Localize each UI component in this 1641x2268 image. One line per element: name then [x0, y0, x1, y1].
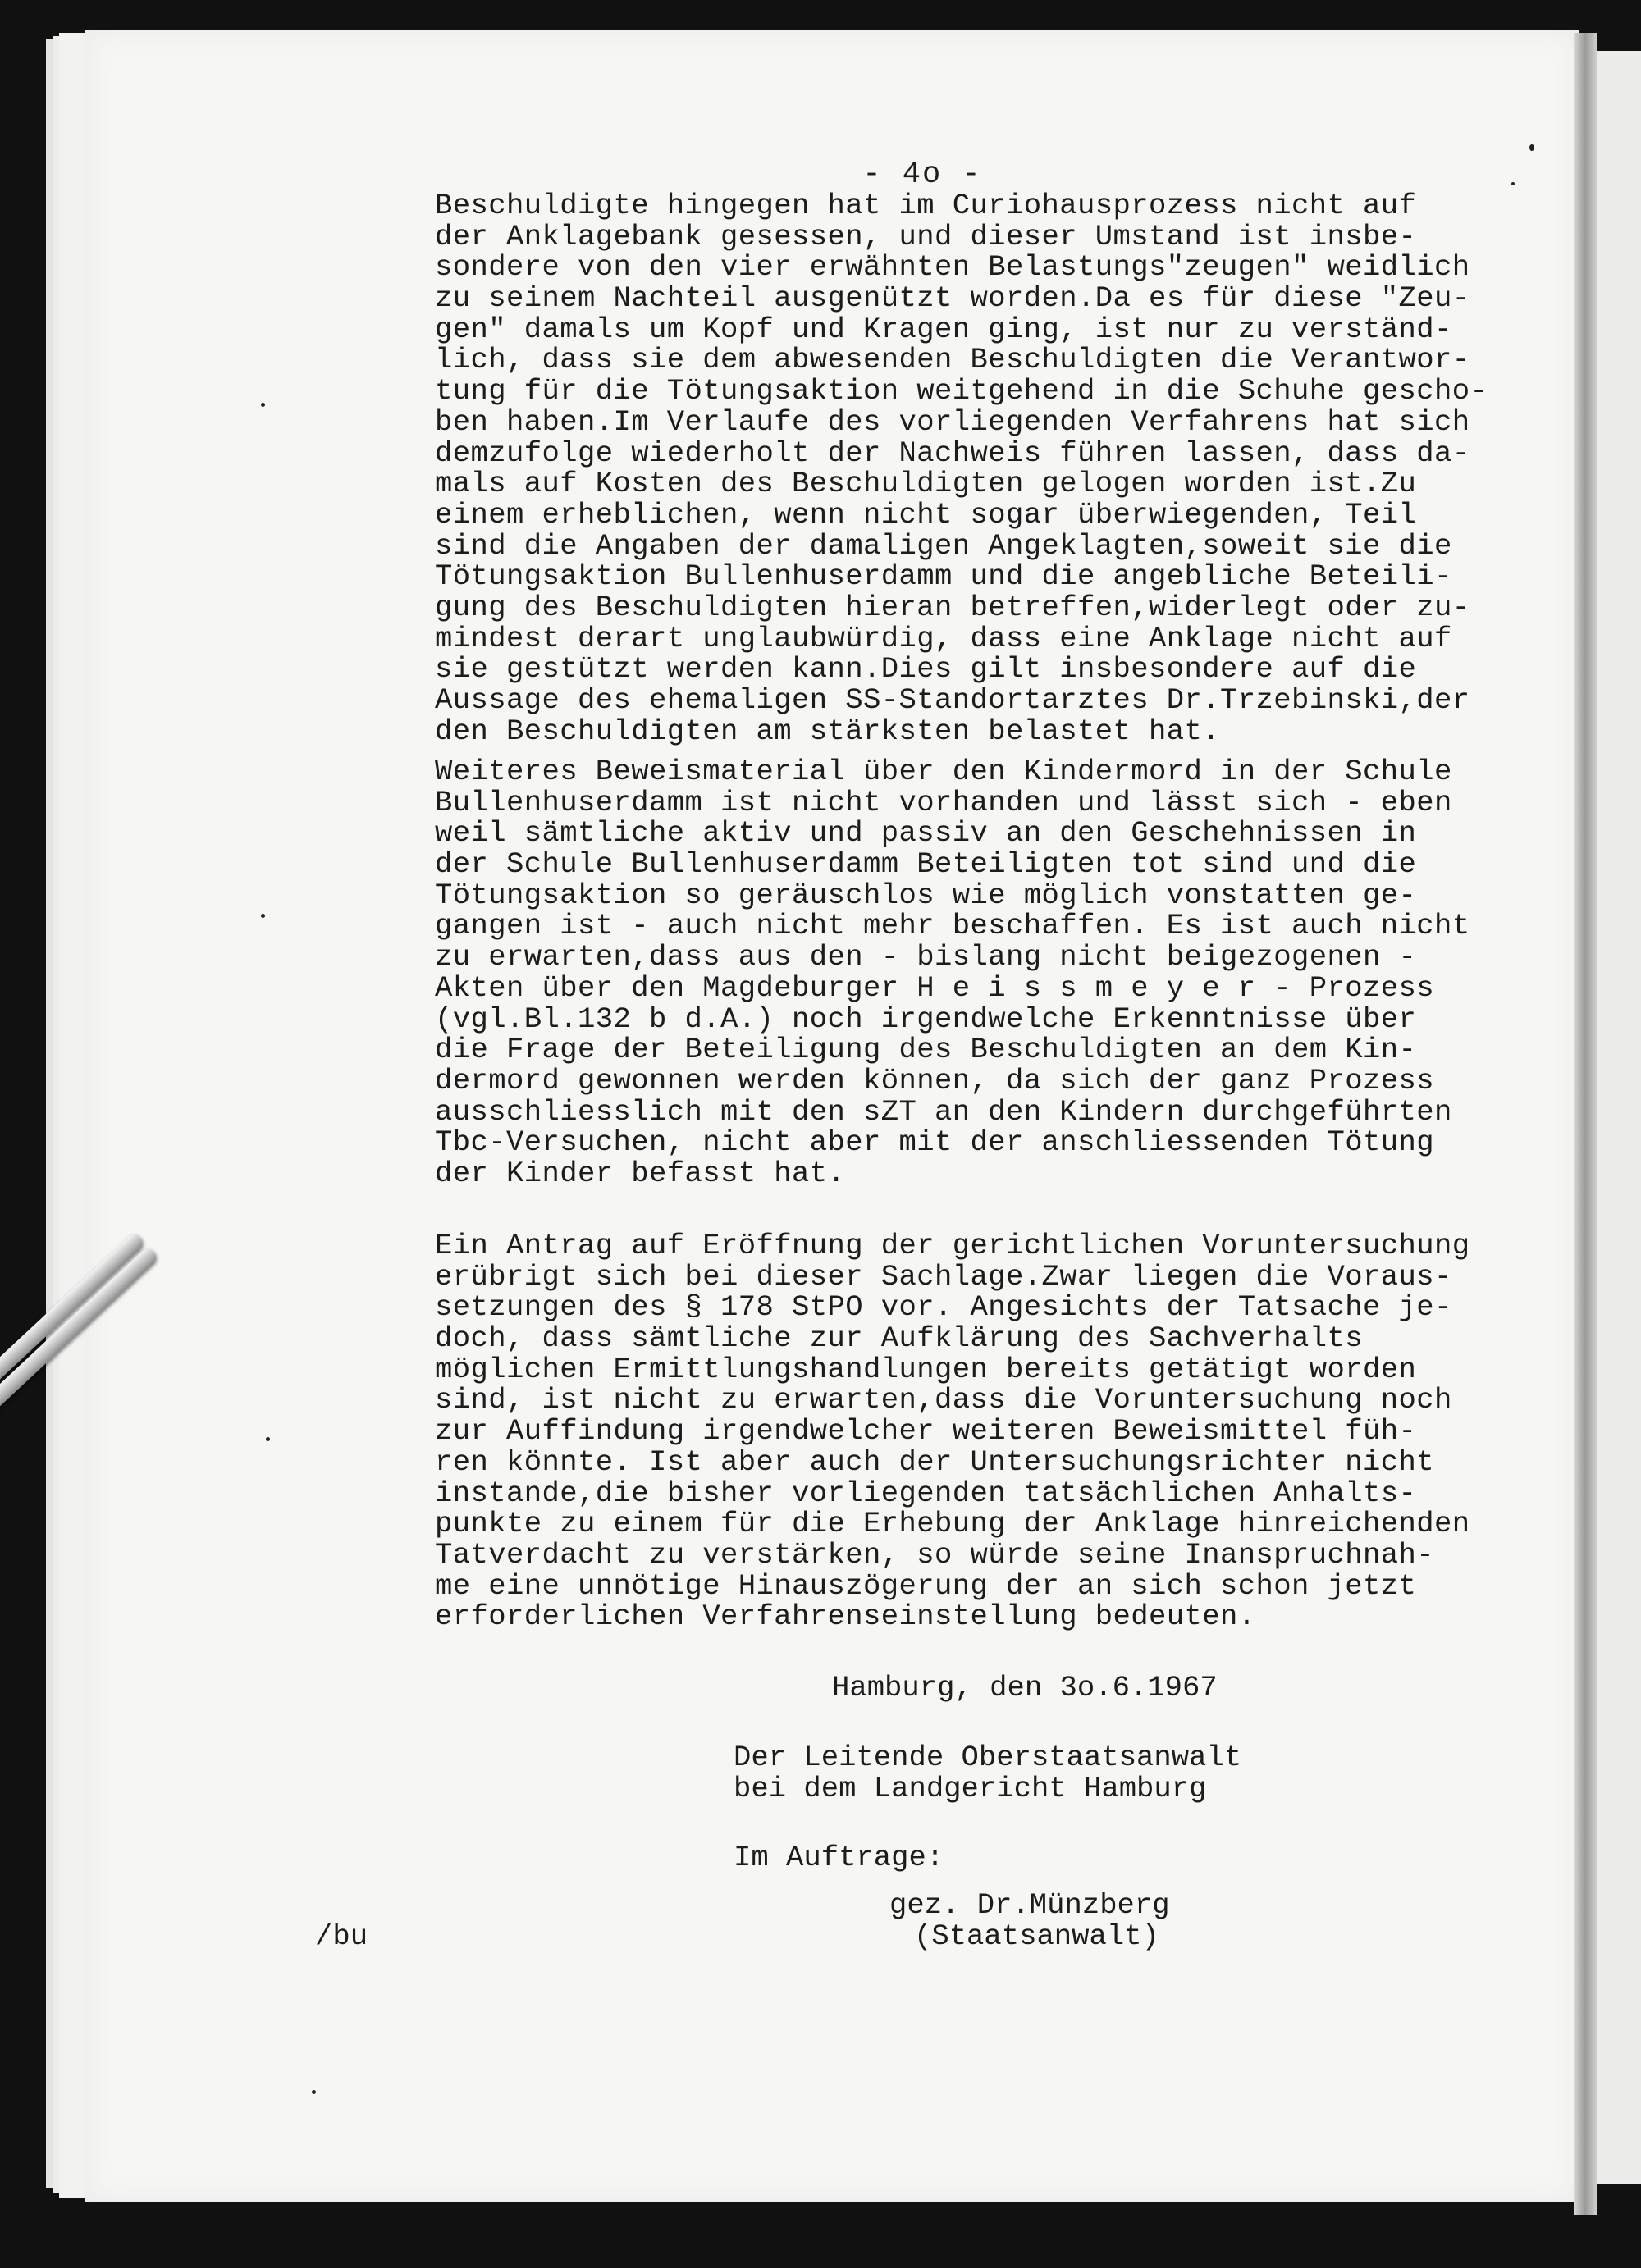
speck: [266, 1437, 270, 1441]
text-line: der Schule Bullenhuserdamm Beteiligten tot sind und die: [435, 847, 1417, 882]
text-line: erforderlichen Verfahrenseinstellung bedeuten.: [435, 1599, 1256, 1634]
text-line: demzufolge wiederholt der Nachweis führen lassen, dass da-: [435, 436, 1470, 470]
paragraph-2: [435, 756, 1567, 1189]
text-line: sind die Angaben der damaligen Angeklagten,soweit sie die: [435, 528, 1452, 563]
text-line: zu seinem Nachteil ausgenützt worden.Da es für diese "Zeu-: [435, 281, 1470, 316]
on-behalf: Im Auftrage:: [734, 1841, 944, 1874]
text-line: die Frage der Beteiligung des Beschuldigten an dem Kin-: [435, 1033, 1417, 1067]
text-line: sie gestützt werden kann.Dies gilt insbesondere auf die: [435, 652, 1417, 687]
text-line: Aussage des ehemaligen SS-Standortarztes Dr.Trzebinski,der: [435, 683, 1470, 717]
text-line: der Kinder befasst hat.: [435, 1156, 846, 1190]
text-line: ren könnte. Ist aber auch der Untersuchungsrichter nicht: [435, 1444, 1435, 1479]
text-line: mals auf Kosten des Beschuldigten gelogen worden ist.Zu: [435, 467, 1417, 501]
speck: [261, 403, 265, 407]
speck: [312, 2090, 316, 2094]
text-line: me eine unnötige Hinauszögerung der an sich schon jetzt: [435, 1568, 1417, 1603]
text-line: Beschuldigte hingegen hat im Curiohausprozess nicht auf: [435, 189, 1417, 222]
text-line: Bullenhuserdamm ist nicht vorhanden und lässt sich - eben: [435, 785, 1452, 819]
text-line: lich, dass sie dem abwesenden Beschuldigten die Verantwor-: [435, 343, 1470, 377]
text-line: gung des Beschuldigten hieran betreffen,widerlegt oder zu-: [435, 590, 1470, 624]
binding-gutter: [1574, 33, 1597, 2215]
text-line: mindest derart unglaubwürdig, dass eine Anklage nicht auf: [435, 621, 1452, 655]
text-line: ausschliesslich mit den sZT an den Kindern durchgeführten: [435, 1094, 1452, 1129]
text-line: Weiteres Beweismaterial über den Kindermord in der Schule: [435, 755, 1452, 788]
facing-page-edge: [1593, 51, 1641, 2184]
place-date: Hamburg, den 3o.6.1967: [832, 1671, 1218, 1704]
paragraph-1: [435, 190, 1567, 746]
page-number: - 4o -: [862, 157, 982, 192]
text-line: zu erwarten,dass aus den - bislang nicht beigezogenen -: [435, 940, 1417, 974]
text-line: (vgl.Bl.132 b d.A.) noch irgendwelche Erkenntnisse über: [435, 1002, 1417, 1036]
text-line: tung für die Tötungsaktion weitgehend in die Schuhe gescho-: [435, 374, 1488, 408]
speck: [1511, 182, 1515, 185]
text-line: sind, ist nicht zu erwarten,dass die Voruntersuchung noch: [435, 1383, 1452, 1417]
text-line: punkte zu einem für die Erhebung der Anklage hinreichenden: [435, 1507, 1470, 1541]
text-line: gangen ist - auch nicht mehr beschaffen. Es ist auch nicht: [435, 909, 1470, 943]
text-line: dermord gewonnen werden können, da sich der ganz Prozess: [435, 1063, 1435, 1097]
text-line: setzungen des § 178 StPO vor. Angesichts der Tatsache je-: [435, 1290, 1452, 1325]
text-line: weil sämtliche aktiv und passiv an den Geschehnissen in: [435, 816, 1417, 851]
text-line: sondere von den vier erwähnten Belastungs"zeugen" weidlich: [435, 250, 1470, 285]
speck: [261, 914, 265, 918]
document-page: [85, 30, 1579, 2202]
signature-title: (Staatsanwalt): [914, 1919, 1159, 1953]
office-line-2: bei dem Landgericht Hamburg: [734, 1772, 1207, 1805]
text-line: Ein Antrag auf Eröffnung der gerichtlichen Voruntersuchung: [435, 1229, 1470, 1262]
text-line: Tatverdacht zu verstärken, so würde seine Inanspruchnah-: [435, 1537, 1435, 1572]
text-line: Akten über den Magdeburger H e i s s m e y e r - Prozess: [435, 970, 1435, 1005]
text-line: Tötungsaktion Bullenhuserdamm und die angebliche Beteili-: [435, 559, 1452, 594]
bleed-through: [200, 1875, 1513, 2146]
text-line: den Beschuldigten am stärksten belastet hat.: [435, 714, 1221, 748]
signature-name: gez. Dr.Münzberg: [889, 1888, 1170, 1922]
office-line-1: Der Leitende Oberstaatsanwalt: [734, 1741, 1242, 1774]
paragraph-3: [435, 1230, 1567, 1632]
text-line: gen" damals um Kopf und Kragen ging, ist nur zu verständ-: [435, 312, 1452, 346]
text-line: doch, dass sämtliche zur Aufklärung des Sachverhalts: [435, 1321, 1364, 1356]
text-line: instande,die bisher vorliegenden tatsächlichen Anhalts-: [435, 1476, 1417, 1510]
text-line: Tbc-Versuchen, nicht aber mit der anschliessenden Tötung: [435, 1125, 1435, 1160]
initials: /bu: [315, 1919, 368, 1953]
text-line: ben haben.Im Verlaufe des vorliegenden Verfahrens hat sich: [435, 404, 1470, 439]
text-line: einem erheblichen, wenn nicht sogar überwiegenden, Teil: [435, 497, 1417, 532]
speck: [1529, 144, 1534, 151]
text-line: der Anklagebank gesessen, und dieser Umstand ist insbe-: [435, 219, 1417, 253]
text-line: erübrigt sich bei dieser Sachlage.Zwar liegen die Voraus-: [435, 1259, 1452, 1294]
text-line: Tötungsaktion so geräuschlos wie möglich vonstatten ge-: [435, 878, 1417, 912]
text-line: zur Auffindung irgendwelcher weiteren Beweismittel füh-: [435, 1414, 1417, 1449]
text-line: möglichen Ermittlungshandlungen bereits getätigt worden: [435, 1352, 1417, 1386]
